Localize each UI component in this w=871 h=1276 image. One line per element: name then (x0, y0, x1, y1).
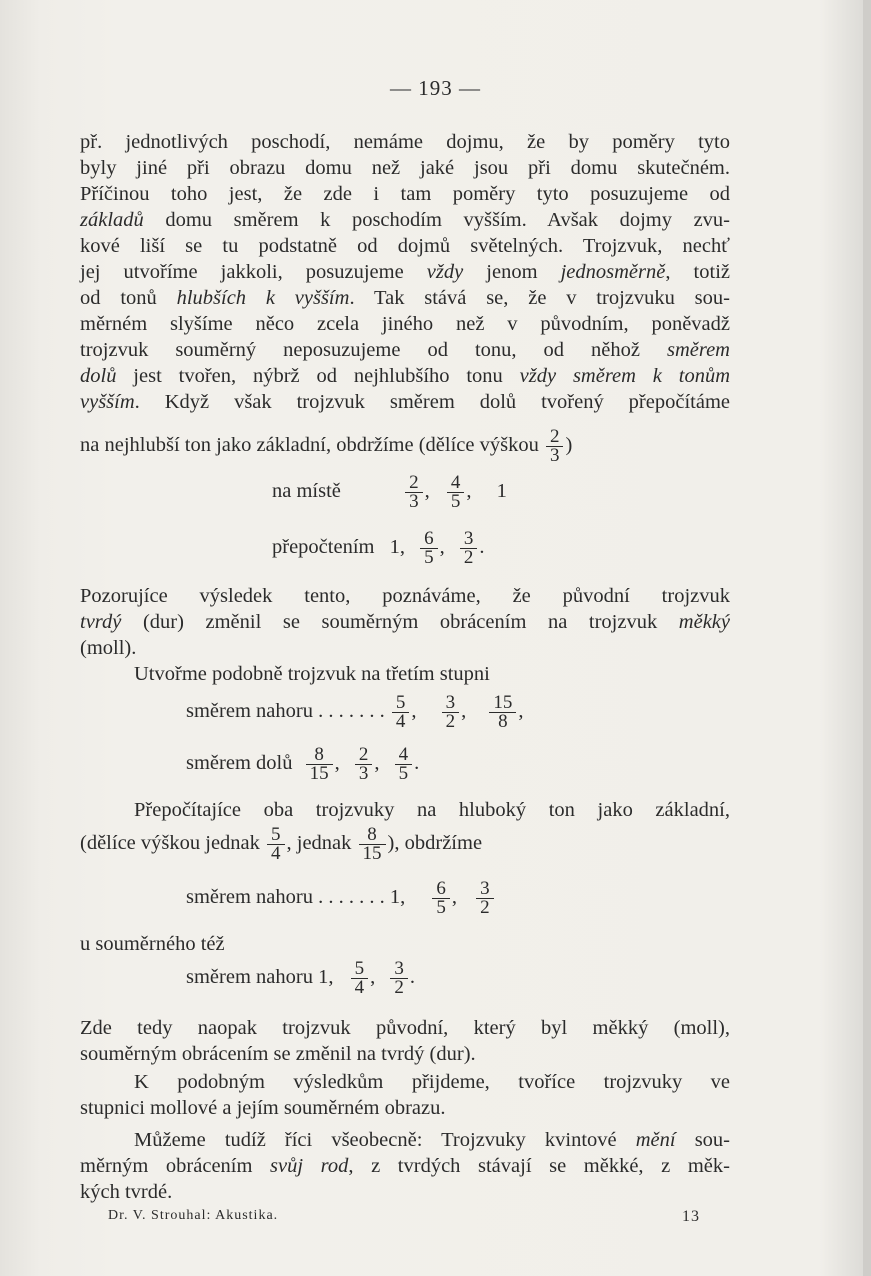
fraction: $\frac{4}{5}$ (395, 746, 413, 783)
text-line: měrným obrácením svůj rod, z tvrdých stávají se měkké, z měk- (80, 1155, 730, 1177)
equation-nahoru-3: směrem nahoru 1, $\frac{5}{4}$ , $\frac{3}{2}$ . (186, 958, 415, 998)
text-line: stupnici mollové a jejím souměrném obrazu. (80, 1097, 446, 1119)
text-line: K podobným výsledkům přijdeme, tvoříce trojzvuky ve (134, 1071, 730, 1093)
text-line: Utvořme podobně trojzvuk na třetím stupni (134, 663, 490, 685)
text-line: Přepočítajíce oba trojzvuky na hluboký ton jako základní, (134, 799, 730, 821)
text-line: tvrdý (dur) změnil se souměrným obrácením na trojzvuk měkký (80, 611, 730, 633)
page-number: — 193 — (390, 76, 481, 100)
fraction: $\frac{3}{2}$ (390, 960, 408, 997)
fraction: $\frac{3}{2}$ (442, 694, 460, 731)
equation-prepoctenim: přepočtením 1, $\frac{6}{5}$ , $\frac{3}{2}$ . (272, 528, 485, 568)
text-line: (dělíce výškou jednak $\frac{5}{4}$ , jednak $\frac{8}{15}$ ), obdržíme (80, 824, 483, 864)
fraction: $\frac{6}{5}$ (432, 880, 450, 917)
fraction: $\frac{6}{5}$ (420, 530, 438, 567)
text-line: kých tvrdé. (80, 1181, 173, 1203)
page-footer (108, 1208, 700, 1224)
footer-signature: 13 (682, 1208, 700, 1225)
text-line: u souměrného též (80, 933, 225, 955)
text-line: Můžeme tudíž říci všeobecně: Trojzvuky kvintové mění sou- (134, 1129, 730, 1151)
fraction: $\frac{3}{2}$ (460, 530, 478, 567)
text-line: souměrným obrácením se změnil na tvrdý (dur). (80, 1043, 476, 1065)
fraction: $\frac{2}{3}$ (355, 746, 373, 783)
footer-author: Dr. V. Strouhal: Akustika. (108, 1208, 279, 1223)
text-line: základů domu směrem k poschodím vyšším. Avšak dojmy zvu- (80, 209, 730, 231)
page-edge (863, 0, 871, 1276)
text-line: Pozorujíce výsledek tento, poznáváme, že původní trojzvuk (80, 585, 730, 607)
text-line: př. jednotlivých poschodí, nemáme dojmu, že by poměry tyto (80, 131, 730, 153)
equation-na-miste: na místě $\frac{2}{3}$ , $\frac{4}{5}$ , 1 (272, 472, 507, 512)
fraction: $\frac{5}{4}$ (392, 694, 410, 731)
text-line: od tonů hlubších k vyšším. Tak stává se, že v trojzvuku sou- (80, 287, 730, 309)
fraction: $\frac{5}{4}$ (267, 826, 285, 863)
text-line: byly jiné při obrazu domu než jaké jsou při domu skutečném. (80, 157, 730, 179)
text-line: dolů jest tvořen, nýbrž od nejhlubšího tonu vždy směrem k tonům (80, 365, 731, 387)
equation-nahoru-1: směrem nahoru . . . . . . . $\frac{5}{4}$ , $\frac{3}{2}$ , $\frac{15}{8}$ , (186, 692, 524, 732)
fraction: $\frac{5}{4}$ (351, 960, 369, 997)
text-line: vyšším. Když však trojzvuk směrem dolů tvořený přepočítáme (80, 391, 730, 413)
text-line: Příčinou toho jest, že zde i tam poměry tyto posuzujeme od (80, 183, 730, 205)
fraction: $\frac{4}{5}$ (447, 474, 465, 511)
fraction: $\frac{2}{3}$ (405, 474, 423, 511)
text-line: Zde tedy naopak trojzvuk původní, který byl měkký (moll), (80, 1017, 730, 1039)
text-line: na nejhlubší ton jako základní, obdržíme (dělíce výškou $\frac{2}{3}$ ) (80, 426, 573, 466)
text-line: měrném slyšíme něco zcela jiného než v původním, poněvadž (80, 313, 730, 335)
equation-dolu-1: směrem dolů $\frac{8}{15}$ , $\frac{2}{3}$ , $\frac{4}{5}$ . (186, 744, 420, 784)
fraction: $\frac{8}{15}$ (306, 746, 333, 783)
fraction: $\frac{15}{8}$ (489, 694, 516, 731)
text-line: jej utvoříme jakkoli, posuzujeme vždy jenom jednosměrně, totiž (80, 261, 730, 283)
text-line: trojzvuk souměrný neposuzujeme od tonu, od něhož směrem (80, 339, 730, 361)
equation-nahoru-2: směrem nahoru . . . . . . . 1, $\frac{6}{5}$ , $\frac{3}{2}$ (186, 880, 496, 917)
fraction: $\frac{8}{15}$ (359, 826, 386, 863)
text-line: (moll). (80, 637, 137, 659)
fraction: $\frac{2}{3}$ (546, 428, 564, 465)
text-line: kové liší se tu podstatně od dojmů světelných. Trojzvuk, nechť (80, 235, 730, 257)
fraction: $\frac{3}{2}$ (476, 880, 494, 917)
